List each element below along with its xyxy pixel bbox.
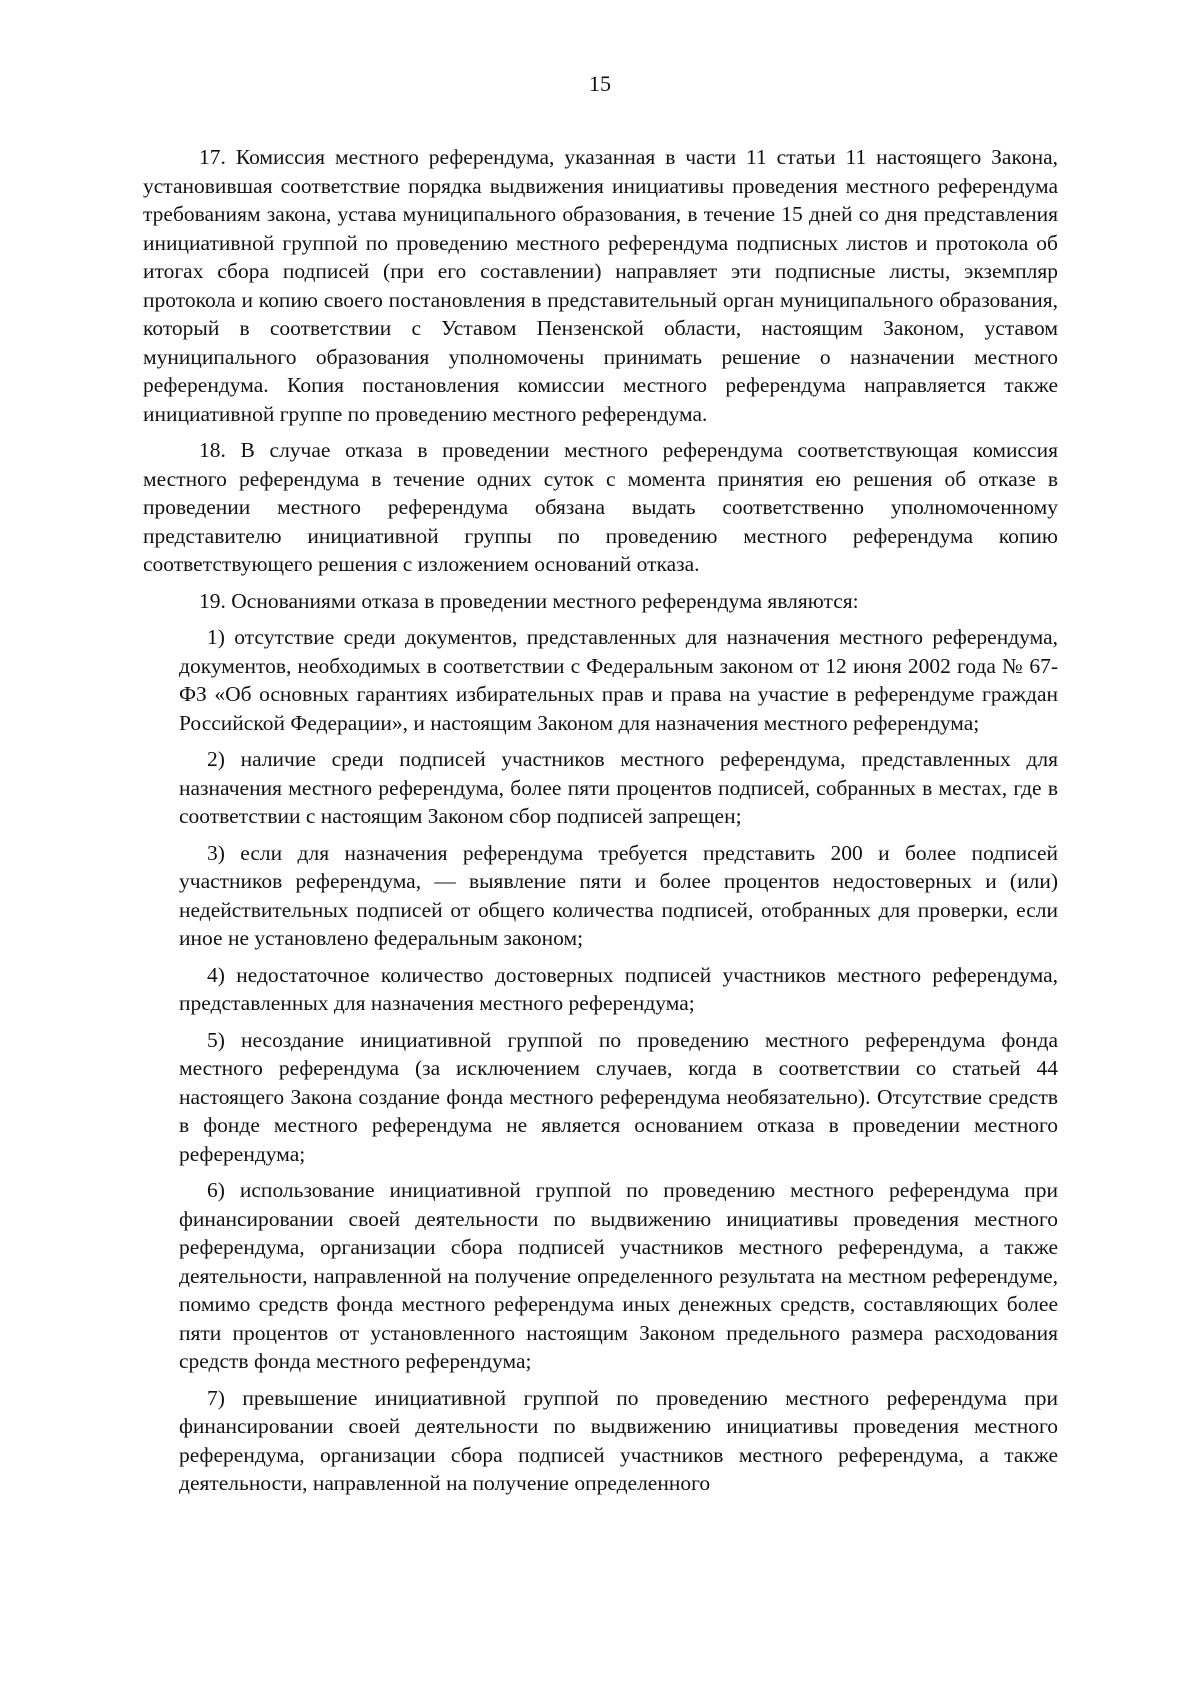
list-item-7: 7) превышение инициативной группой по проведению местного референдума при финансировании своей деятельности по выдвижению инициативы проведения местного референдума, организации сбора подписей участников местного референдума, а также деятельности, направленной на получение определенного	[179, 1385, 1058, 1495]
list-item-6: 6) использование инициативной группой по проведению местного референдума при финансировании своей деятельности по выдвижению инициативы проведения местного референдума, организации сбора подписей участников местного референдума, а также деятельности, направленной на получение определенного результата на местном референдуме, помимо средств фонда местного референдума иных денежных средств, составляющих более пяти процентов от установленного настоящим Законом предельного размера расходования средств фонда местного референдума;	[179, 1178, 1058, 1373]
document-body	[143, 143, 1058, 1498]
paragraph-17: 17. Комиссия местного референдума, указанная в части 11 статьи 11 настоящего Закона, установившая соответствие порядка выдвижения инициативы проведения местного референдума требованиям закона, устава муниципального образования, в течение 15 дней со дня представления инициативной группой по проведению местного референдума подписных листов и протокола об итогах сбора подписей (при его составлении) направляет эти подписные листы, экземпляр протокола и копию своего постановления в представительный орган муниципального образования, который в соответствии с Уставом Пензенской области, настоящим Законом, уставом муниципального образования уполномочены принимать решение о назначении местного референдума. Копия постановления комиссии местного референдума направляется также инициативной группе по проведению местного референдума.	[143, 145, 1058, 426]
list-item-1: 1) отсутствие среди документов, представленных для назначения местного референдума, документов, необходимых в соответствии с Федеральным законом от 12 июня 2002 года № 67-ФЗ «Об основных гарантиях избирательных прав и права на участие в референдуме граждан Российской Федерации», и настоящим Законом для назначения местного референдума;	[179, 625, 1058, 735]
page-number: 15	[589, 71, 611, 96]
list-item-4: 4) недостаточное количество достоверных подписей участников местного референдума, представленных для назначения местного референдума;	[179, 962, 1058, 1015]
paragraph-19: 19. Основаниями отказа в проведении местного референдума являются:	[199, 588, 859, 613]
list-item-5: 5) несоздание инициативной группой по проведению местного референдума фонда местного референдума (за исключением случаев, когда в соответствии со статьей 44 настоящего Закона создание фонда местного референдума необязательно). Отсутствие средств в фонде местного референдума не является основанием отказа в проведении местного референдума;	[179, 1027, 1058, 1166]
list-item-2: 2) наличие среди подписей участников местного референдума, представленных для назначения местного референдума, более пяти процентов подписей, собранных в местах, где в соответствии с настоящим Законом сбор подписей запрещен;	[179, 747, 1058, 828]
list-item-3: 3) если для назначения референдума требуется представить 200 и более подписей участников референдума, — выявление пяти и более процентов недостоверных и (или) недействительных подписей от общего количества подписей, отобранных для проверки, если иное не установлено федеральным законом;	[179, 840, 1058, 950]
paragraph-18: 18. В случае отказа в проведении местного референдума соответствующая комиссия местного референдума в течение одних суток с момента принятия ею решения об отказе в проведении местного референдума обязана выдать соответственно уполномоченному представителю инициативной группы по проведению местного референдума копию соответствующего решения с изложением оснований отказа.	[143, 438, 1058, 576]
